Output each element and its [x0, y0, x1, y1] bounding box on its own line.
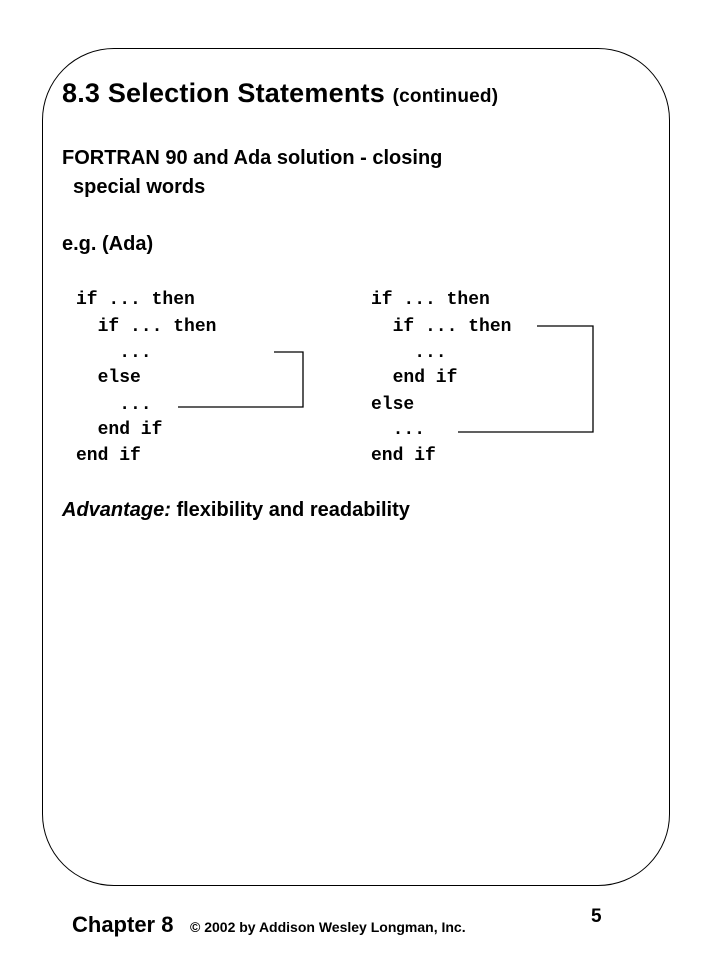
advantage-line — [62, 499, 410, 522]
footer-chapter: Chapter 8 — [72, 912, 174, 937]
intro-line-2: special words — [73, 176, 206, 198]
intro-line-1: FORTRAN 90 and Ada solution - closing — [62, 147, 443, 169]
left-code-line-6: end if — [76, 420, 163, 440]
left-code-line-1: if ... then — [76, 290, 195, 310]
title-main: 8.3 Selection Statements — [62, 78, 385, 108]
advantage-text: flexibility and readability — [170, 499, 410, 521]
left-code-line-7: end if — [76, 446, 141, 466]
left-code-line-4: else — [76, 368, 141, 388]
slide-frame — [42, 48, 670, 886]
right-code-line-3: ... — [371, 343, 447, 363]
advantage-label: Advantage: — [62, 499, 171, 521]
right-code-line-7: end if — [371, 446, 436, 466]
right-code-line-1: if ... then — [371, 290, 490, 310]
left-code-line-2: if ... then — [76, 317, 217, 337]
example-label: e.g. (Ada) — [62, 233, 154, 255]
right-code-line-6: ... — [371, 420, 426, 440]
left-code-line-5: ... — [76, 395, 152, 415]
footer-copyright: © 2002 by Addison Wesley Longman, Inc. — [190, 919, 466, 935]
page-number: 5 — [591, 906, 602, 927]
slide-title — [62, 78, 498, 109]
left-code-line-3: ... — [76, 343, 152, 363]
right-code-line-4: end if — [371, 368, 458, 388]
right-code-line-2: if ... then — [371, 317, 512, 337]
right-code-line-5: else — [371, 395, 415, 415]
title-sub: (continued) — [392, 86, 499, 107]
